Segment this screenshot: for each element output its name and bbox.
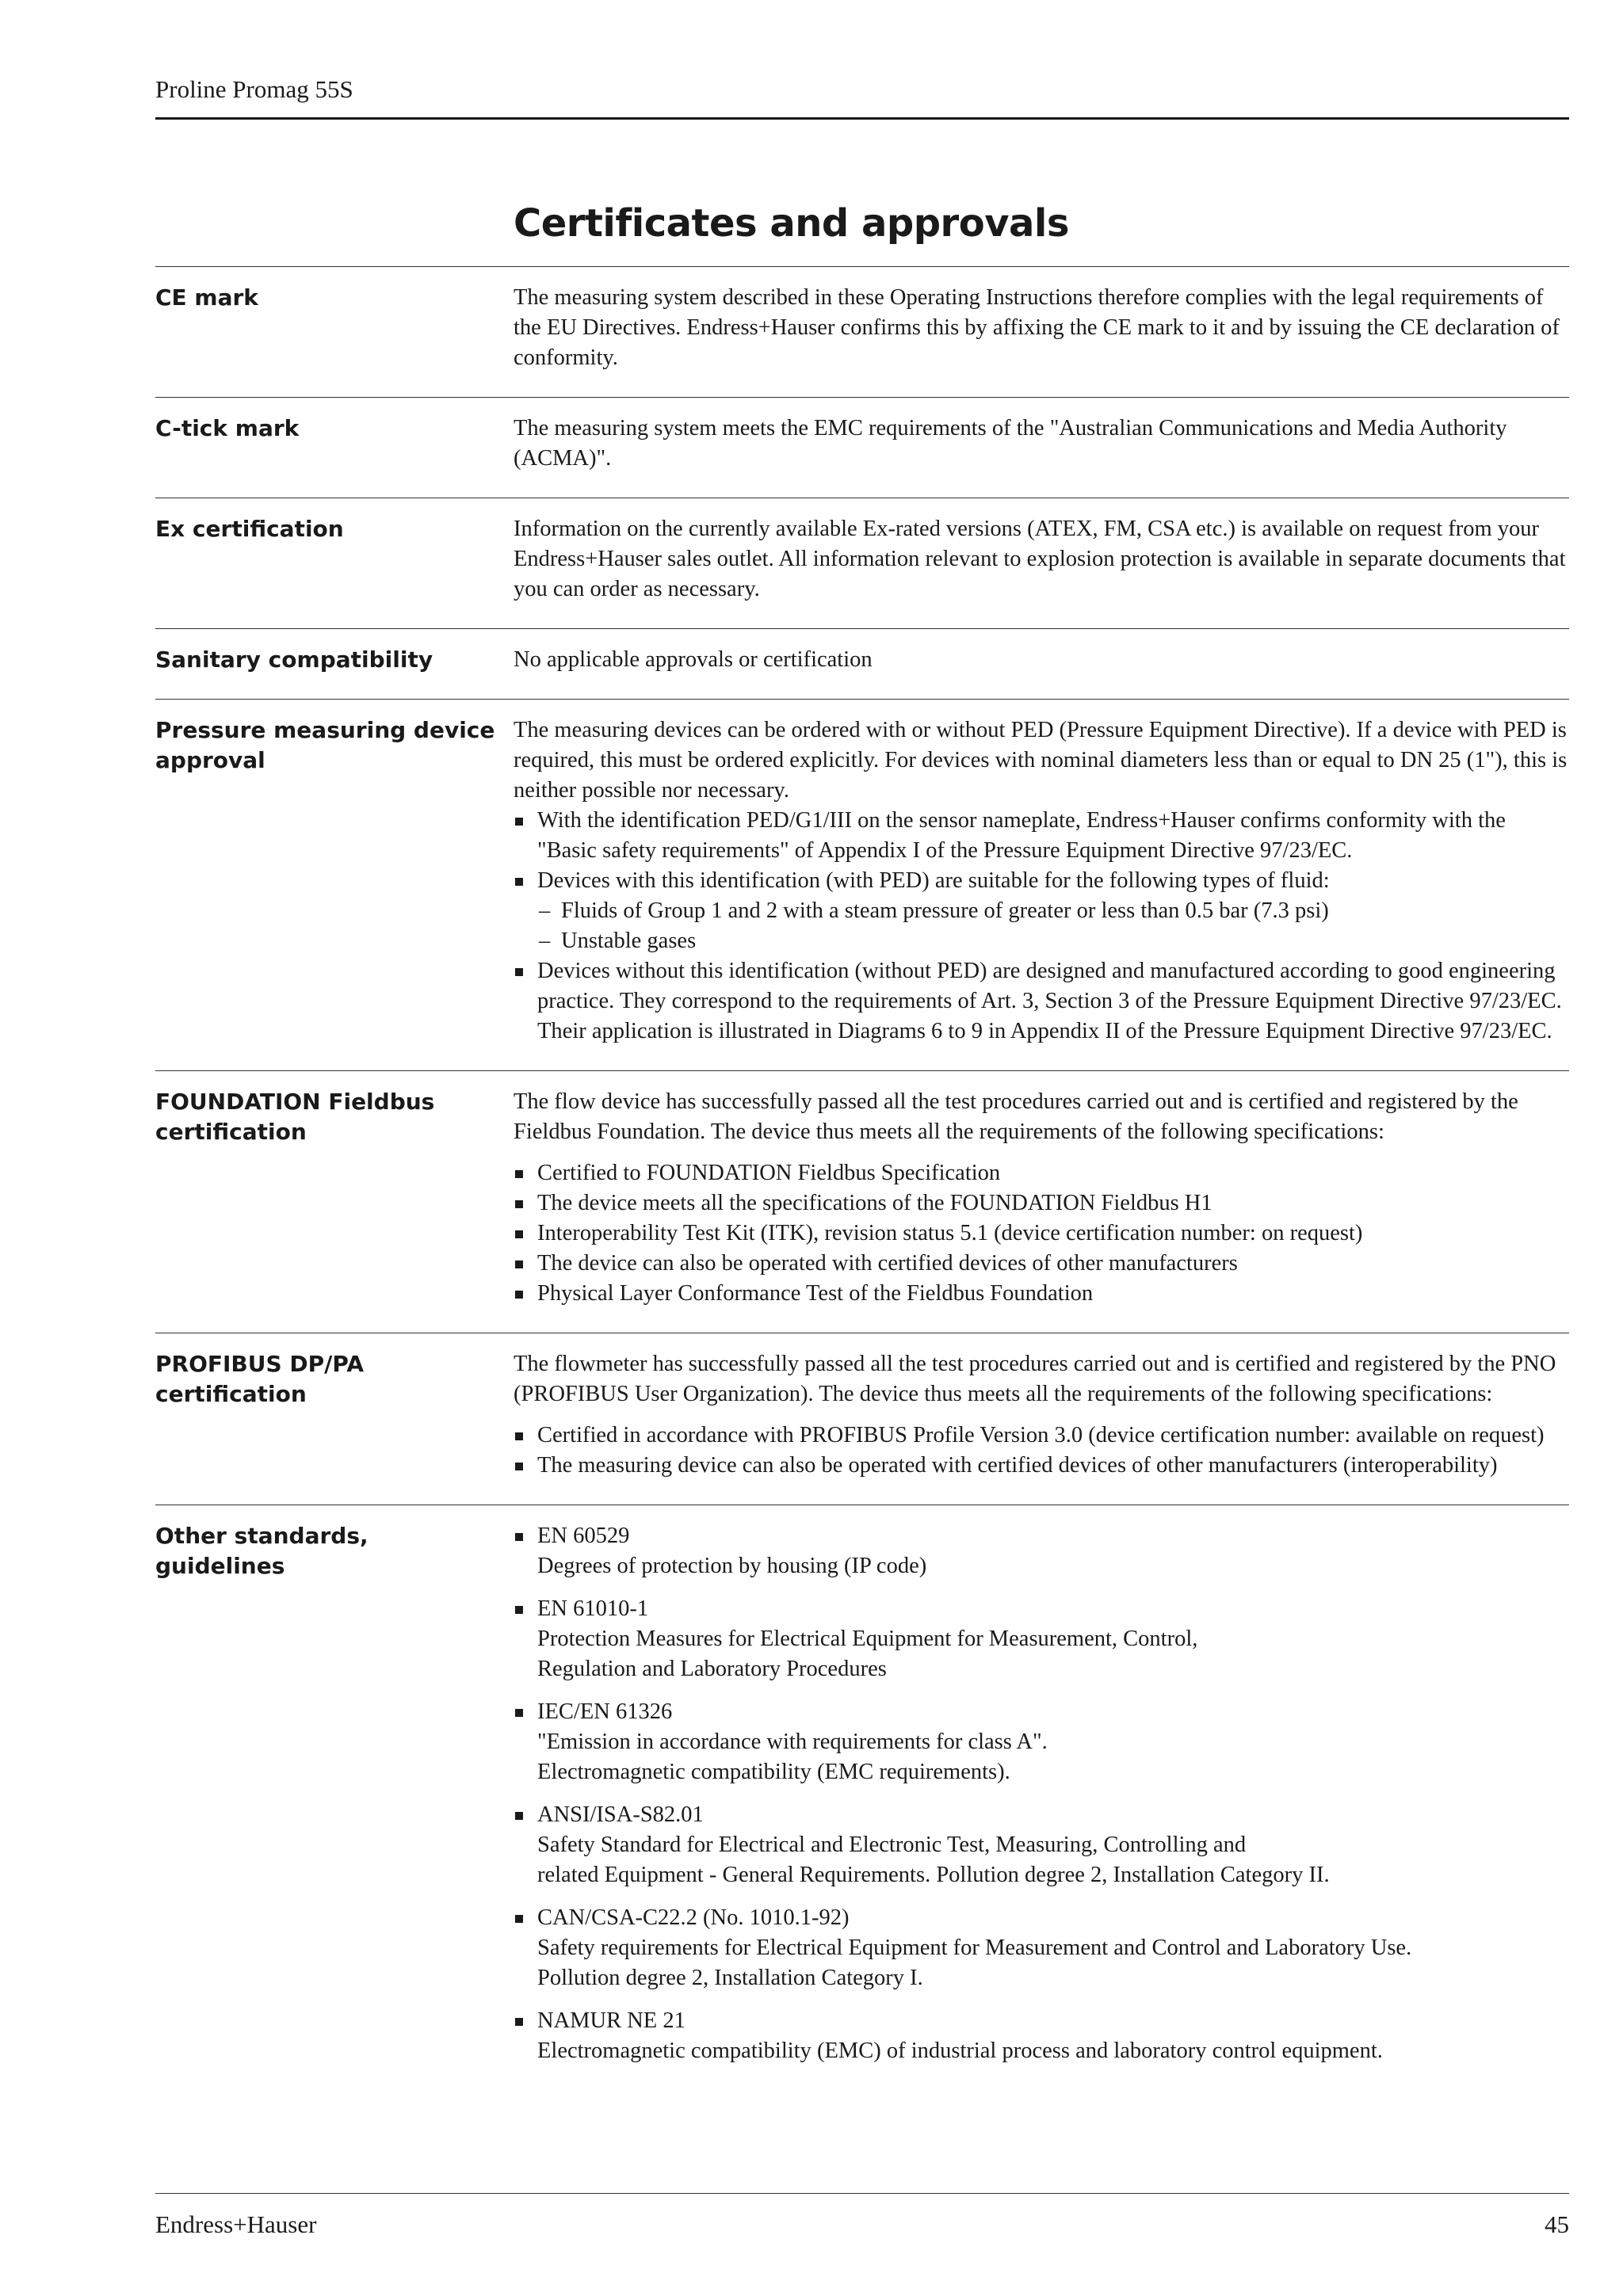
document-title: Proline Promag 55S xyxy=(155,75,353,103)
footer-brand: Endress+Hauser xyxy=(155,2210,317,2238)
row-label: C-tick mark xyxy=(155,415,300,441)
standard-description: Electromagnetic compatibility (EMC requirements). xyxy=(537,1760,1010,1784)
row-content xyxy=(514,283,1569,373)
row-content xyxy=(514,1087,1569,1309)
standard-code: EN 61010-1 xyxy=(537,1596,649,1621)
list-item: Devices without this identification (without PED) are designed and manufactured according to good engineering practice. They correspond to the requirements of Art. 3, Section 3 of the Pressure Equipment Directive 97/23/EC. Their application is illustrated in Diagrams 6 to 9 in Appendix II of the Pressure Equipment Directive 97/23/EC. xyxy=(514,956,1569,1047)
standard-code: ANSI/ISA-S82.01 xyxy=(537,1802,704,1827)
standard-description: Safety Standard for Electrical and Electronic Test, Measuring, Controlling and xyxy=(537,1833,1247,1857)
sub-list xyxy=(537,896,1569,956)
page-header xyxy=(155,70,1569,120)
list-item: Certified in accordance with PROFIBUS Profile Version 3.0 (device certification number: available on request) xyxy=(514,1421,1569,1451)
standard-code: IEC/EN 61326 xyxy=(537,1699,673,1724)
row-label: Ex certification xyxy=(155,516,344,542)
row-sanitary-compatibility xyxy=(155,628,1569,699)
list-item: Physical Layer Conformance Test of the Fieldbus Foundation xyxy=(514,1279,1569,1309)
list-item-text: Devices with this identification (with PED) are suitable for the following types of fluid: xyxy=(537,868,1330,893)
standard-description: Degrees of protection by housing (IP code) xyxy=(537,1554,927,1578)
spec-table xyxy=(155,266,1569,2090)
standard-item xyxy=(514,1903,1569,1993)
row-label: Sanitary compatibility xyxy=(155,646,433,673)
row-label: Other standards, guidelines xyxy=(155,1523,369,1579)
row-content xyxy=(514,1349,1569,1481)
row-content xyxy=(514,645,1569,675)
row-foundation-fieldbus xyxy=(155,1070,1569,1333)
list-item: Interoperability Test Kit (ITK), revision status 5.1 (device certification number: on request) xyxy=(514,1219,1569,1249)
page-footer xyxy=(155,2193,1569,2241)
bullet-list xyxy=(514,1158,1569,1309)
standard-description: Protection Measures for Electrical Equipment for Measurement, Control, xyxy=(537,1627,1198,1651)
row-label: FOUNDATION Fieldbus certification xyxy=(155,1089,435,1145)
row-text: Information on the currently available Ex-rated versions (ATEX, FM, CSA etc.) is available on request from your Endress+Hauser sales outlet. All information relevant to explosion protection is available in separate documents that you can order as necessary. xyxy=(514,517,1566,601)
standard-code: EN 60529 xyxy=(537,1524,630,1548)
standard-description: related Equipment - General Requirements. Pollution degree 2, Installation Category II. xyxy=(537,1863,1330,1887)
row-content xyxy=(514,715,1569,1047)
row-ce-mark xyxy=(155,266,1569,397)
bullet-list xyxy=(514,806,1569,1047)
list-item: The device meets all the specifications of the FOUNDATION Fieldbus H1 xyxy=(514,1188,1569,1219)
list-item: The measuring device can also be operated with certified devices of other manufacturers (interoperability) xyxy=(514,1451,1569,1481)
standards-list xyxy=(514,1521,1569,2066)
standard-item xyxy=(514,1697,1569,1787)
list-item: The device can also be operated with certified devices of other manufacturers xyxy=(514,1249,1569,1279)
row-c-tick-mark xyxy=(155,397,1569,498)
row-content xyxy=(514,414,1569,474)
row-label: CE mark xyxy=(155,284,258,311)
row-ex-certification xyxy=(155,498,1569,628)
standard-item xyxy=(514,1800,1569,1890)
standard-description: Pollution degree 2, Installation Category I. xyxy=(537,1966,923,1990)
standard-code: NAMUR NE 21 xyxy=(537,2008,685,2033)
list-item: Certified to FOUNDATION Fieldbus Specification xyxy=(514,1158,1569,1188)
row-other-standards xyxy=(155,1505,1569,2090)
row-intro: The flow device has successfully passed all the test procedures carried out and is certified and registered by the Fieldbus Foundation. The device thus meets all the requirements of the following specifications: xyxy=(514,1089,1518,1144)
section-title: Certificates and approvals xyxy=(514,201,1069,246)
standard-item xyxy=(514,1594,1569,1684)
row-pressure-device-approval xyxy=(155,699,1569,1070)
row-intro: The flowmeter has successfully passed all the test procedures carried out and is certified and registered by the PNO (PROFIBUS User Organization). The device thus meets all the requirements of the following specifications: xyxy=(514,1352,1556,1406)
row-label: Pressure measuring device approval xyxy=(155,717,495,773)
standard-code: CAN/CSA-C22.2 (No. 1010.1-92) xyxy=(537,1905,850,1930)
sub-list-item: – Unstable gases xyxy=(537,926,1569,956)
row-intro: The measuring devices can be ordered with or without PED (Pressure Equipment Directive). If a device with PED is required, this must be ordered explicitly. For devices with nominal diameters less than or equal to DN 25 (1"), this is neither possible nor necessary. xyxy=(514,718,1568,803)
standard-item xyxy=(514,1521,1569,1581)
standard-description: Electromagnetic compatibility (EMC) of industrial process and laboratory control equipment. xyxy=(537,2039,1383,2063)
page-number: 45 xyxy=(1545,2210,1569,2238)
list-item: With the identification PED/G1/III on the sensor nameplate, Endress+Hauser confirms conformity with the "Basic safety requirements" of Appendix I of the Pressure Equipment Directive 97/23/EC. xyxy=(514,806,1569,866)
row-label: PROFIBUS DP/PA certification xyxy=(155,1351,365,1407)
row-text: The measuring system described in these Operating Instructions therefore complies with the legal requirements of the EU Directives. Endress+Hauser confirms this by affixing the CE mark to it and by issuing the CE declaration of conformity. xyxy=(514,285,1560,370)
standard-description: "Emission in accordance with requirements for class A". xyxy=(537,1730,1048,1754)
standard-description: Safety requirements for Electrical Equipment for Measurement and Control and Laboratory Use. xyxy=(537,1936,1412,1960)
standard-item xyxy=(514,2006,1569,2066)
bullet-list xyxy=(514,1421,1569,1481)
row-content xyxy=(514,1521,1569,2066)
sub-list-item: – Fluids of Group 1 and 2 with a steam pressure of greater or less than 0.5 bar (7.3 psi) xyxy=(537,896,1569,926)
row-text: No applicable approvals or certification xyxy=(514,647,873,672)
list-item xyxy=(514,866,1569,956)
row-content xyxy=(514,514,1569,605)
row-profibus xyxy=(155,1333,1569,1505)
row-text: The measuring system meets the EMC requirements of the "Australian Communications and Media Authority (ACMA)". xyxy=(514,416,1507,471)
standard-description: Regulation and Laboratory Procedures xyxy=(537,1657,887,1681)
